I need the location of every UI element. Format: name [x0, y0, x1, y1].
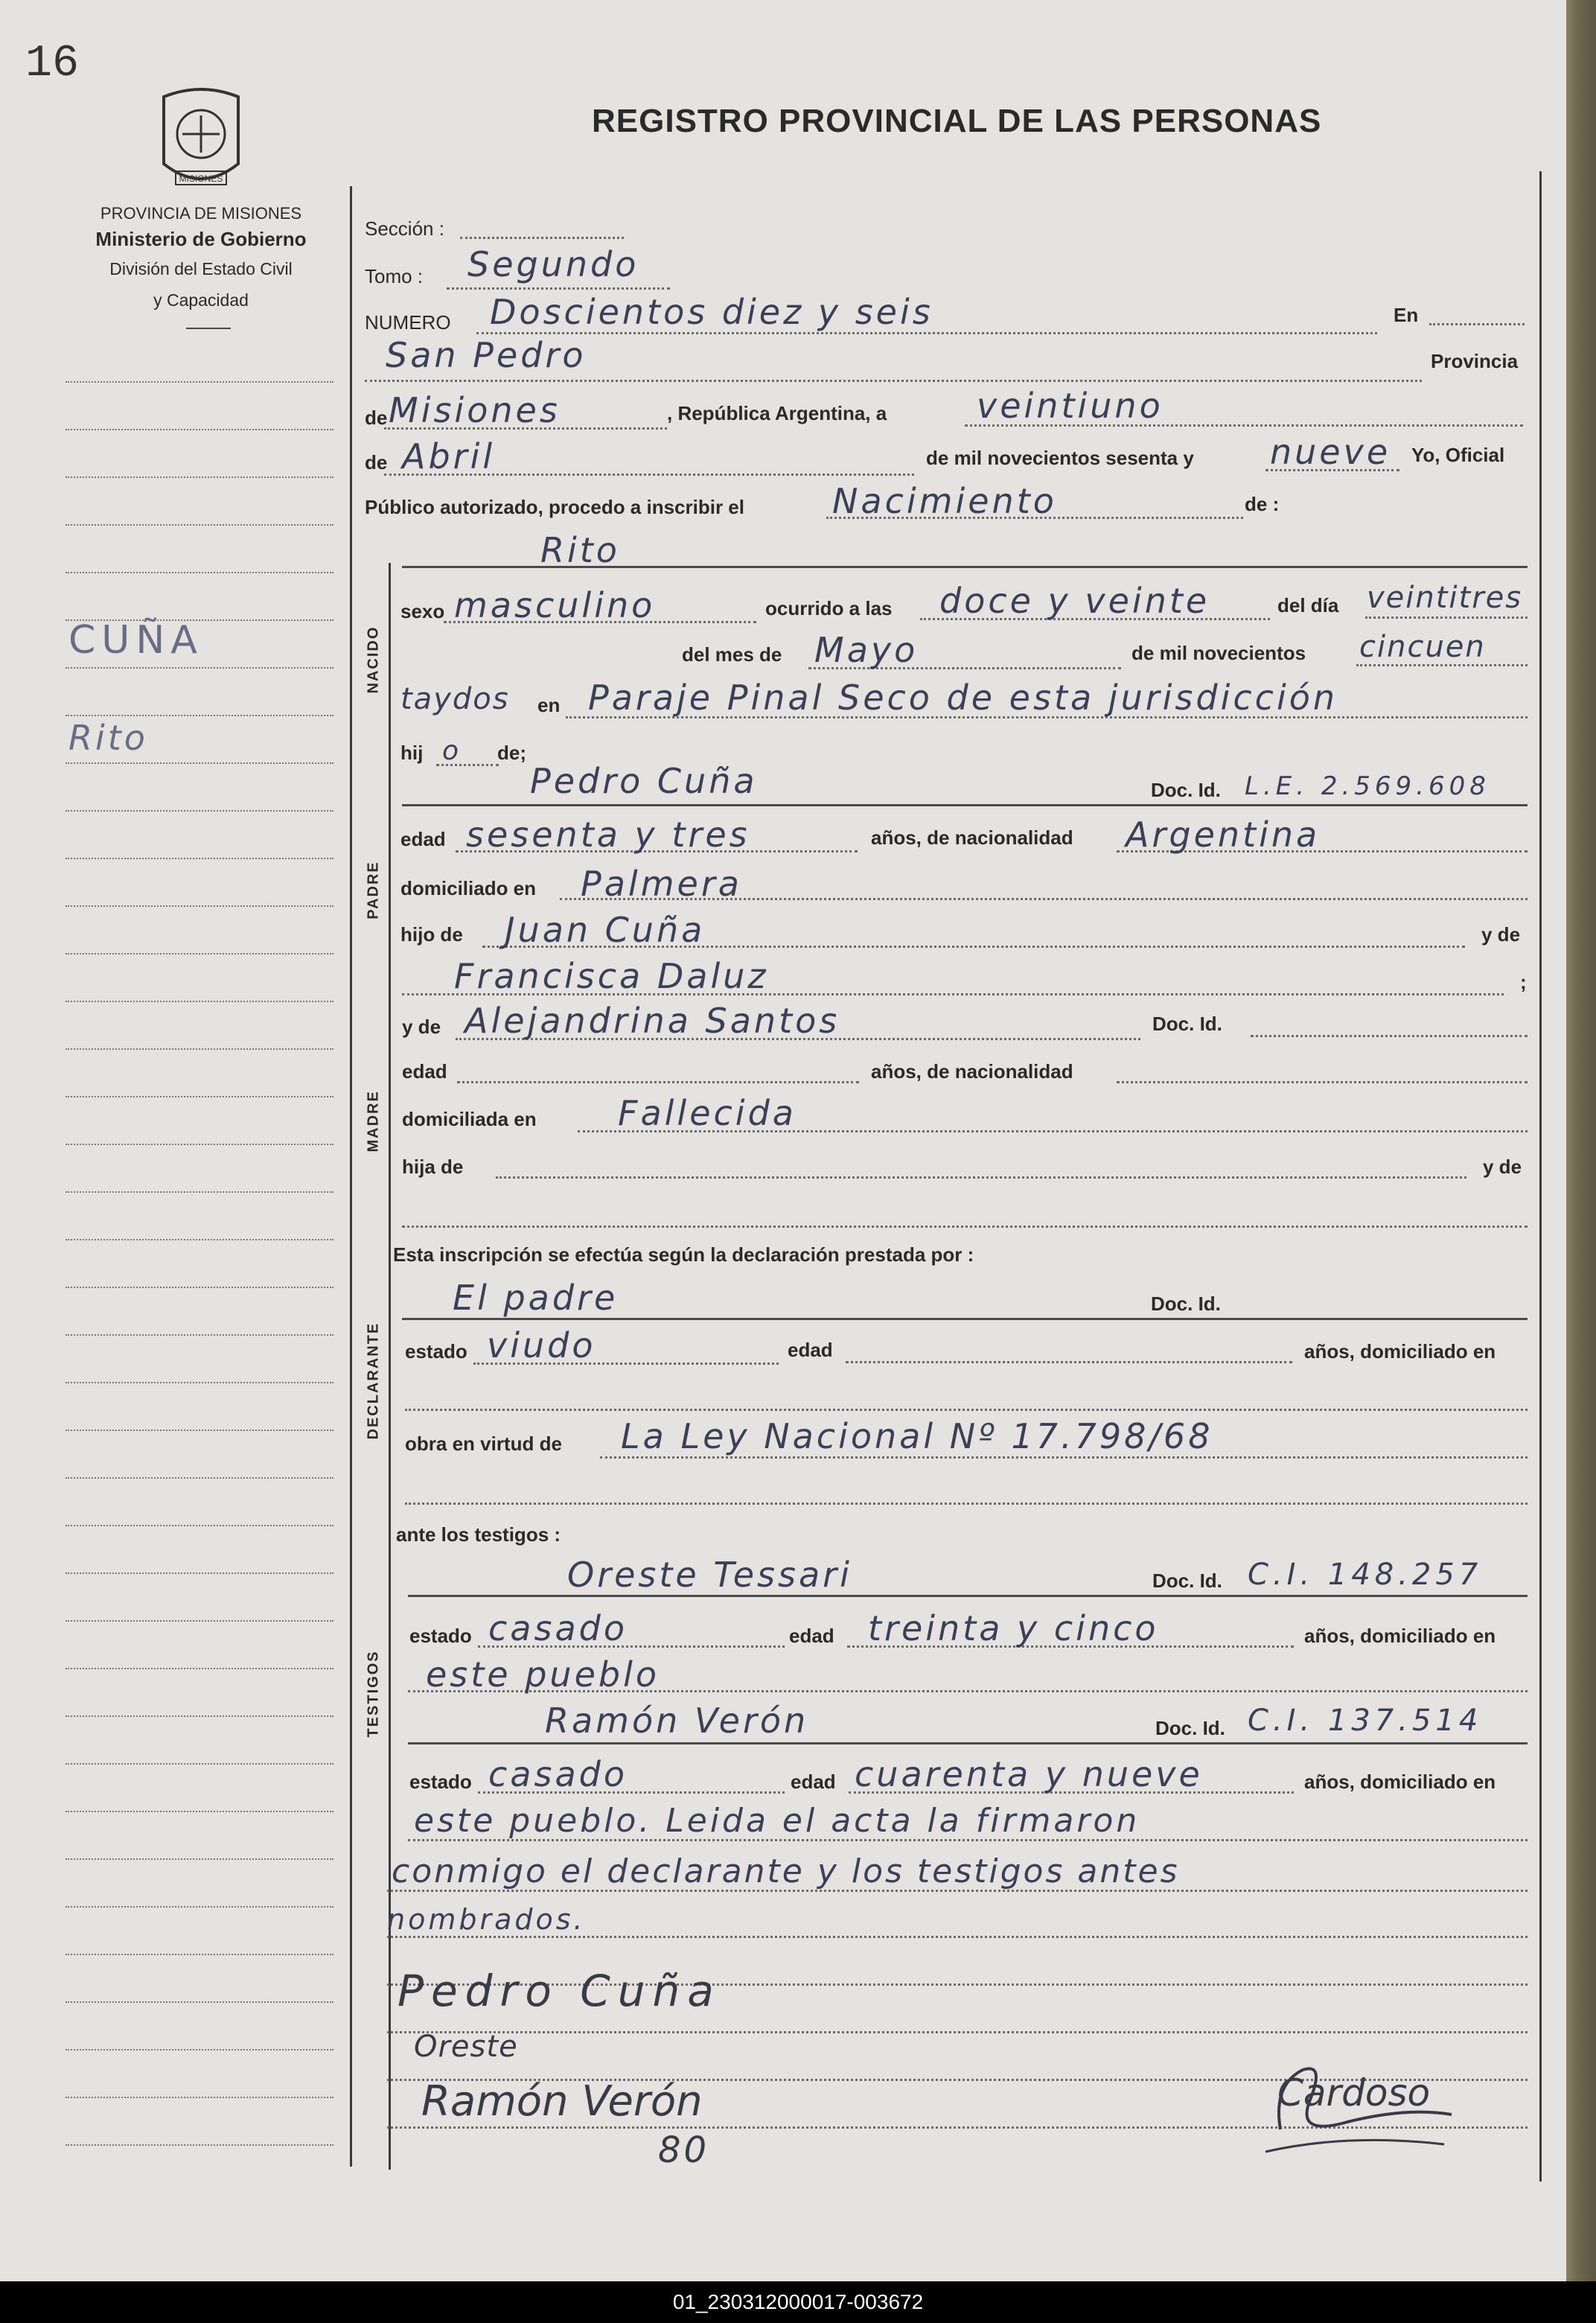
label-del-mes: del mes de [682, 643, 782, 666]
tipo-value: Nacimiento [832, 481, 1057, 521]
section-madre: MADRE [365, 1090, 382, 1153]
abuela-value: Francisca Daluz [454, 956, 769, 996]
label-republica: , República Argentina, a [667, 402, 887, 424]
label-doc-testigo2: Doc. Id. [1155, 1717, 1225, 1739]
province-seal-icon [149, 82, 253, 201]
image-id-footer: 01_230312000017-003672 [0, 2281, 1596, 2323]
label-ocurrido: ocurrido a las [765, 597, 893, 619]
label-anos-dom-t2: años, domiciliado en [1304, 1771, 1496, 1793]
hora-value: doce y veinte [939, 581, 1210, 621]
label-de-mil-sesenta: de mil novecientos sesenta y [926, 447, 1194, 469]
abuelo-value: Juan Cuña [505, 910, 706, 950]
label-edad-madre: edad [402, 1060, 447, 1083]
testigo2-edad-value: cuarenta y nueve [855, 1754, 1203, 1794]
section-declarante: DECLARANTE [365, 1322, 382, 1440]
label-anos-nac-madre: años, de nacionalidad [871, 1060, 1073, 1083]
label-yo-oficial: Yo, Oficial [1411, 444, 1505, 466]
testigo1-dom-value: este pueblo [426, 1654, 660, 1695]
label-de-2: de [365, 451, 388, 474]
provincia-value: Misiones [389, 390, 561, 430]
anio-1-value: cincuen [1359, 630, 1486, 664]
page-title: REGISTRO PROVINCIAL DE LAS PERSONAS [592, 103, 1322, 139]
label-anos-dom-t1: años, domiciliado en [1304, 1625, 1496, 1647]
label-en-nac: en [537, 694, 561, 716]
dia-value: veintitres [1367, 581, 1523, 615]
label-doc-declarante: Doc. Id. [1151, 1293, 1221, 1315]
testigo1-doc-value: C.I. 148.257 [1248, 1558, 1483, 1592]
label-de-semi: de; [497, 742, 526, 764]
signature-ramon-veron: Ramón Verón [421, 2077, 703, 2126]
label-obra: obra en virtud de [405, 1433, 562, 1455]
label-doc-testigo1: Doc. Id. [1152, 1570, 1222, 1592]
label-anos-nac-padre: años, de nacionalidad [871, 826, 1073, 849]
padre-doc-value: L.E. 2.569.608 [1245, 771, 1490, 801]
org-division: División del Estado Civil [109, 259, 293, 278]
label-semicolon: ; [1520, 971, 1527, 993]
declarante-value: El padre [453, 1278, 619, 1318]
numero-value: Doscientos diez y seis [490, 292, 933, 332]
cierre-line-2: conmigo el declarante y los testigos antes [392, 1852, 1180, 1890]
label-sexo: sexo [400, 600, 445, 622]
sexo-value: masculino [454, 585, 656, 625]
book-edge [1566, 0, 1596, 2281]
testigo1-value: Oreste Tessari [567, 1555, 852, 1595]
label-edad-t2: edad [791, 1771, 836, 1793]
dia-acta-value: veintiuno [977, 386, 1164, 426]
mes-acta-value: Abril [402, 436, 496, 477]
cierre-line-1: este pueblo. Leida el acta la firmaron [414, 1802, 1140, 1840]
label-y-de-padre: y de [1481, 923, 1521, 946]
cierre-line-3: nombrados. [387, 1903, 586, 1936]
margin-surname: CUÑA [68, 618, 203, 663]
label-doc-madre: Doc. Id. [1152, 1013, 1222, 1035]
hij-suffix-value: o [442, 736, 462, 766]
label-doc-padre: Doc. Id. [1151, 779, 1221, 801]
label-edad-declarante: edad [788, 1339, 833, 1361]
anio-2-value: taydos [400, 682, 510, 716]
testigo2-doc-value: C.I. 137.514 [1248, 1704, 1483, 1738]
label-seccion: Sección : [365, 217, 444, 240]
label-estado-t1: estado [409, 1625, 472, 1647]
label-del-dia: del día [1277, 594, 1339, 616]
tomo-value: Segundo [467, 244, 639, 284]
label-edad-padre: edad [400, 828, 446, 850]
padre-nombre-value: Pedro Cuña [530, 761, 758, 801]
signature-pedro-cuna: Pedro Cuña [398, 1966, 721, 2016]
label-inscripcion: Esta inscripción se efectúa según la declaración prestada por : [393, 1243, 974, 1266]
label-hij: hij [400, 742, 424, 764]
ley-value: La Ley Nacional Nº 17.798/68 [621, 1416, 1213, 1456]
label-hijo-de: hijo de [400, 923, 463, 946]
declarante-estado-value: viudo [487, 1325, 596, 1366]
org-capacity: y Capacidad [153, 290, 249, 310]
testigo1-edad-value: treinta y cinco [868, 1608, 1159, 1648]
testigo2-value: Ramón Verón [545, 1701, 809, 1741]
signature-number: 80 [658, 2129, 710, 2171]
seal-text: MISIONES [179, 173, 223, 184]
padre-edad-value: sesenta y tres [466, 815, 750, 855]
label-de-1: de [365, 407, 388, 429]
section-nacido: NACIDO [365, 625, 382, 694]
label-de-colon: de : [1245, 493, 1280, 515]
testigo2-estado-value: casado [488, 1754, 628, 1794]
label-tomo: Tomo : [365, 265, 424, 287]
label-publico: Público autorizado, procedo a inscribir el [365, 496, 744, 518]
signature-official: Cardoso [1277, 2071, 1431, 2115]
madre-dom-value: Fallecida [618, 1093, 797, 1133]
label-y-de-madre-2: y de [1483, 1156, 1522, 1178]
label-estado-t2: estado [409, 1771, 472, 1793]
signature-oreste: Oreste [414, 2030, 518, 2064]
org-ministry: Ministerio de Gobierno [95, 228, 307, 250]
org-province: PROVINCIA DE MISIONES [100, 204, 302, 223]
label-domiciliado-padre: domiciliado en [400, 877, 537, 899]
lugar-value: San Pedro [386, 335, 587, 375]
label-ante: ante los testigos : [396, 1523, 561, 1546]
nombre-value: Rito [540, 530, 620, 570]
madre-nombre-value: Alejandrina Santos [465, 1001, 840, 1041]
label-numero: NUMERO [365, 311, 451, 334]
margin-given-name: Rito [68, 718, 148, 758]
label-domiciliada: domiciliada en [402, 1108, 537, 1130]
signature-flourish [1258, 2040, 1481, 2159]
label-de-mil: de mil novecientos [1131, 642, 1306, 664]
page-number: 16 [25, 39, 80, 89]
mes-value: Mayo [814, 630, 919, 670]
section-padre: PADRE [365, 861, 382, 920]
label-anos-dom-declarante: años, domiciliado en [1304, 1340, 1496, 1363]
section-testigos: TESTIGOS [365, 1650, 382, 1738]
anio-acta-value: nueve [1270, 432, 1391, 472]
label-estado-declarante: estado [405, 1340, 467, 1363]
testigo1-estado-value: casado [488, 1608, 628, 1648]
padre-nac-value: Argentina [1126, 815, 1321, 855]
label-hija-de: hija de [402, 1156, 464, 1178]
lugar-nac-value: Paraje Pinal Seco de esta jurisdicción [588, 678, 1338, 718]
label-edad-t1: edad [789, 1625, 834, 1647]
padre-dom-value: Palmera [581, 864, 742, 904]
label-y-de-madre: y de [402, 1016, 441, 1038]
label-provincia: Provincia [1431, 350, 1519, 372]
label-en: En [1394, 304, 1419, 326]
